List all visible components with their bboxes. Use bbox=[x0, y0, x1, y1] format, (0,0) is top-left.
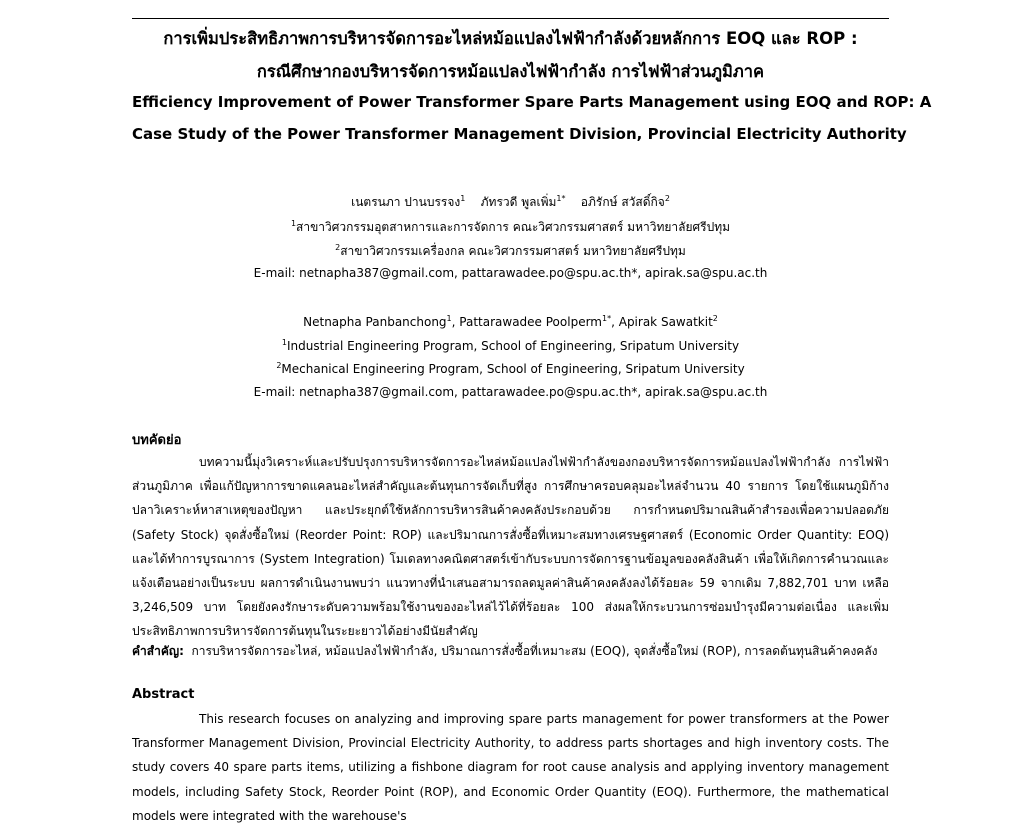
keywords-thai bbox=[132, 642, 878, 661]
title-english-line-2: Case Study of the Power Transformer Management Division, Provincial Electricity Authority bbox=[132, 125, 907, 143]
affiliation-thai-2 bbox=[132, 242, 889, 261]
affiliation-thai-1 bbox=[132, 218, 889, 237]
author-english-3-affiliation-mark: 2 bbox=[712, 314, 718, 323]
author-english-2-affiliation-mark: 1* bbox=[602, 314, 612, 323]
affiliation-thai-1-mark: 1 bbox=[290, 219, 297, 228]
affiliation-thai-1-text: สาขาวิศวกรรมอุตสาหการและการจัดการ คณะวิศวกรรมศาสตร์ มหาวิทยาลัยศรีปทุม bbox=[296, 220, 731, 234]
title-english-line-1: Efficiency Improvement of Power Transformer Spare Parts Management using EOQ and ROP: A bbox=[132, 93, 932, 111]
author-english-2: Pattarawadee Poolperm bbox=[459, 315, 602, 329]
author-thai-2-affiliation-mark: 1* bbox=[556, 194, 566, 203]
authors-thai bbox=[132, 193, 889, 212]
affiliation-english-2-text: Mechanical Engineering Program, School of Engineering, Sripatum University bbox=[281, 362, 745, 376]
author-english-1: Netnapha Panbanchong bbox=[303, 315, 447, 329]
title-thai-line-2: กรณีศึกษากองบริหารจัดการหม้อแปลงไฟฟ้ากำลัง การไฟฟ้าส่วนภูมิภาค bbox=[256, 62, 765, 81]
email-thai: E-mail: netnapha387@gmail.com, pattarawadee.po@spu.ac.th*, apirak.sa@spu.ac.th bbox=[253, 266, 768, 280]
abstract-english-heading: Abstract bbox=[132, 687, 195, 702]
authors-english: Netnapha Panbanchong$^1$, Pattarawadee Poolperm$^{1*}$, Apirak Sawatkit$^2$ bbox=[303, 314, 718, 329]
affiliation-thai-2-text: สาขาวิศวกรรมเครื่องกล คณะวิศวกรรมศาสตร์ มหาวิทยาลัยศรีปทุม bbox=[340, 244, 686, 258]
author-thai-2: ภัทรวดี พูลเพิ่ม bbox=[480, 195, 557, 209]
abstract-thai-heading: บทคัดย่อ bbox=[132, 433, 182, 448]
abstract-thai-body bbox=[132, 450, 889, 644]
affiliation-english-2-mark: 2 bbox=[276, 361, 282, 370]
author-thai-3: อภิรักษ์ สวัสดิ์กิจ bbox=[580, 195, 665, 209]
affiliation-english-1-text: Industrial Engineering Program, School of Engineering, Sripatum University bbox=[287, 339, 740, 353]
author-english-1-affiliation-mark: 1 bbox=[446, 314, 452, 323]
keywords-thai-label: คำสำคัญ: bbox=[132, 644, 184, 658]
abstract-thai-paragraph: บทความนี้มุ่งวิเคราะห์และปรับปรุงการบริหารจัดการอะไหล่หม้อแปลงไฟฟ้ากำลังของกองบริหารจัดการหม้อแปลงไฟฟ้ากำลัง การไฟฟ้าส่วนภูมิภาค เพื่อแก้ปัญหาการขาดแคลนอะไหล่สำคัญและต้นทุนการจัดเก็บที่สูง การศึกษาครอบคลุมอะไหล่จำนวน 40 รายการ โดยใช้แผนภูมิก้างปลาวิเคราะห์หาสาเหตุของปัญหา และประยุกต์ใช้หลักการบริหารสินค้าคงคลังประกอบด้วย การกำหนดปริมาณสินค้าสำรองเพื่อความปลอดภัย (Safety Stock) จุดสั่งซื้อใหม่ (Reorder Point: ROP) และปริมาณการสั่งซื้อที่เหมาะสมทางเศรษฐศาสตร์ (Economic Order Quantity: EOQ) และได้ทำการบูรณาการ (System Integration) โมเดลทางคณิตศาสตร์เข้ากับระบบการจัดการฐานข้อมูลของคลังสินค้า เพื่อให้เกิดการคำนวณและแจ้งเตือนอย่างเป็นระบบ ผลการดำเนินงานพบว่า แนวทางที่นำเสนอสามารถลดมูลค่าสินค้าคงคลังลงได้ร้อยละ 59 จากเดิม 7,882,701 บาท เหลือ 3,246,509 บาท โดยยังคงรักษาระดับความพร้อมใช้งานของอะไหล่ไว้ได้ที่ร้อยละ 100 ส่งผลให้กระบวนการซ่อมบำรุงมีความต่อเนื่อง และเพิ่มประสิทธิภาพการบริหารจัดการต้นทุนในระยะยาวได้อย่างมีนัยสำคัญ bbox=[132, 455, 889, 639]
author-thai-1: เนตรนภา ปานบรรจง bbox=[351, 195, 461, 209]
author-thai-3-affiliation-mark: 2 bbox=[664, 194, 670, 203]
keywords-thai-list: การบริหารจัดการอะไหล่, หม้อแปลงไฟฟ้ากำลัง, ปริมาณการสั่งซื้อที่เหมาะสม (EOQ), จุดสั่งซื้อใหม่ (ROP), การลดต้นทุนสินค้าคงคลัง bbox=[191, 644, 878, 658]
abstract-english-paragraph: This research focuses on analyzing and improving spare parts management for power transformers at the Power Transformer Management Division, Provincial Electricity Authority, to address parts shortages and high inventory costs. The study covers 40 spare parts items, utilizing a fishbone diagram for root cause analysis and applying inventory management models, including Safety Stock, Reorder Point (ROP), and Economic Order Quantity (EOQ). Furthermore, the mathematical models were integrated with the warehouse's bbox=[132, 712, 889, 823]
author-english-3: Apirak Sawatkit bbox=[618, 315, 713, 329]
email-english: E-mail: netnapha387@gmail.com, pattarawadee.po@spu.ac.th*, apirak.sa@spu.ac.th bbox=[253, 385, 768, 399]
affiliation-english-1-mark: 1 bbox=[281, 338, 288, 347]
top-rule bbox=[132, 18, 889, 19]
affiliation-english-1 bbox=[132, 339, 889, 353]
affiliation-english-2 bbox=[132, 362, 889, 376]
affiliation-thai-2-mark: 2 bbox=[335, 243, 341, 252]
title-thai-line-1: การเพิ่มประสิทธิภาพการบริหารจัดการอะไหล่หม้อแปลงไฟฟ้ากำลังด้วยหลักการ EOQ และ ROP : bbox=[163, 29, 858, 48]
author-thai-1-affiliation-mark: 1 bbox=[460, 194, 466, 203]
